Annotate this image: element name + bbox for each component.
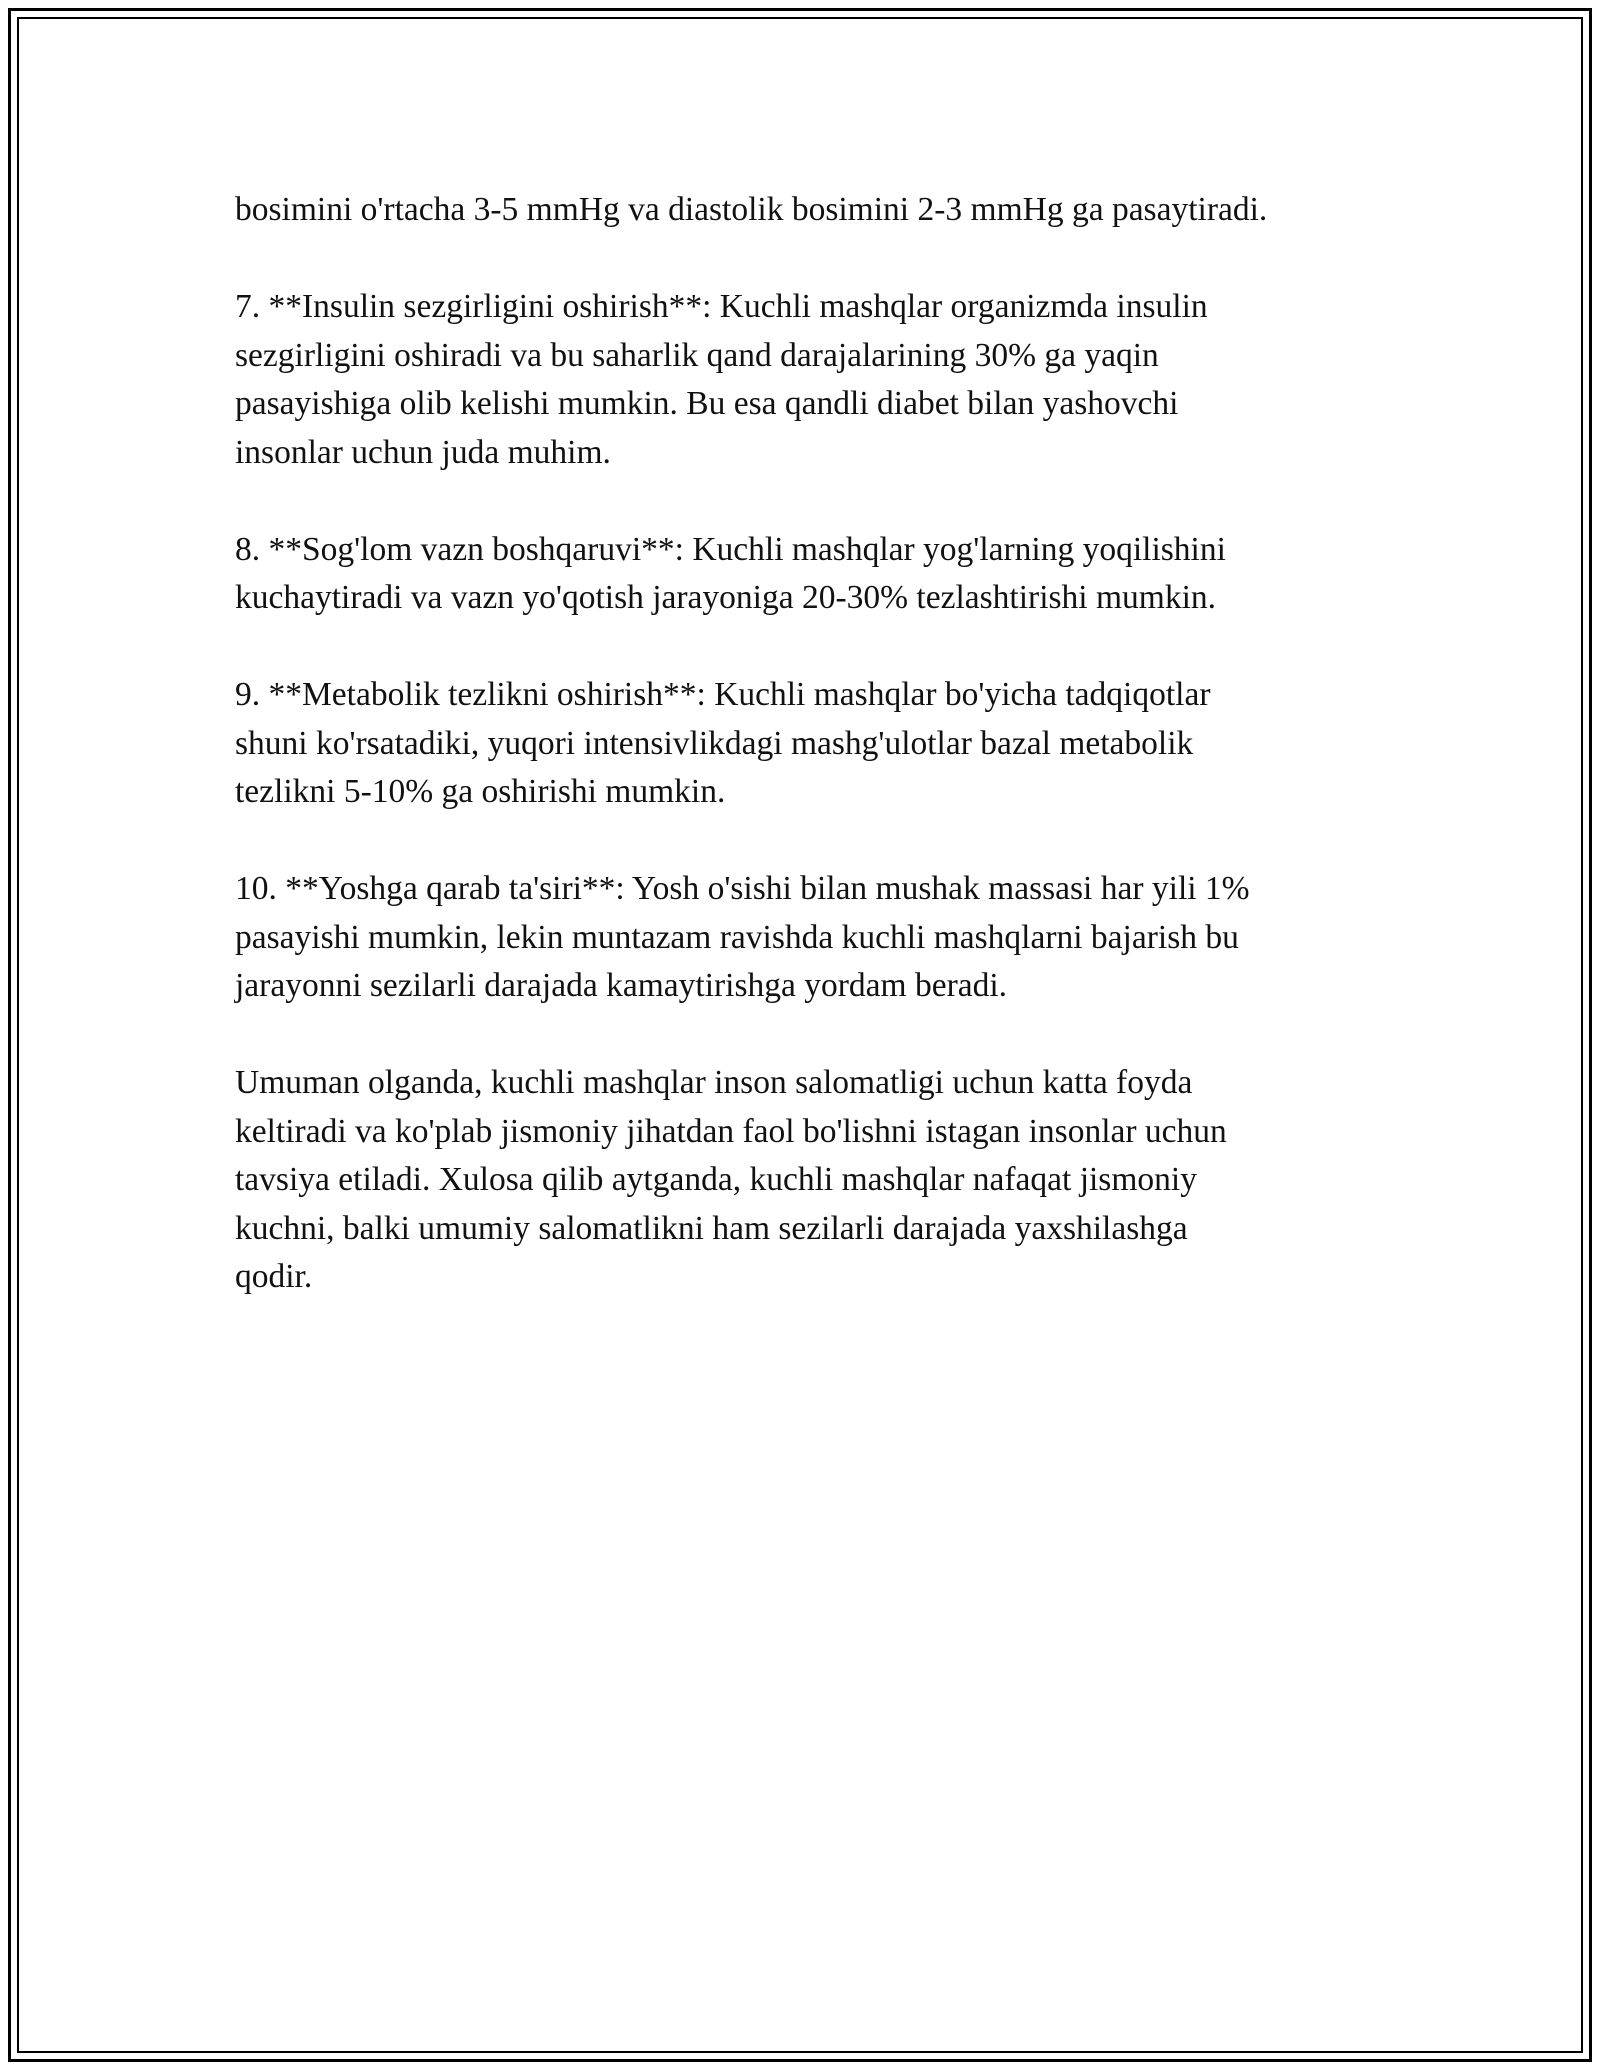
paragraph-insulin-sensitivity: 7. **Insulin sezgirligini oshirish**: Kuchli mashqlar organizmda insulin sezgirligini oshiradi va bu saharlik qand darajalarining 30% ga yaqin pasayishiga olib kelishi mumkin. Bu esa qandli diabet bilan yashovchi insonlar uchun juda muhim. [235, 288, 1208, 471]
paragraph-blood-pressure-end: bosimini o'rtacha 3-5 mmHg va diastolik bosimini 2-3 mmHg ga pasaytiradi. [235, 191, 1268, 228]
paragraph-weight-management: 8. **Sog'lom vazn boshqaruvi**: Kuchli mashqlar yog'larning yoqilishini kuchaytiradi va vazn yo'qotish jarayoniga 20-30% tezlashtirishi mumkin. [235, 530, 1226, 616]
paragraph-metabolic-rate: 9. **Metabolik tezlikni oshirish**: Kuchli mashqlar bo'yicha tadqiqotlar shuni ko'rsatadiki, yuqori intensivlikdagi mashg'ulotlar bazal metabolik tezlikni 5-10% ga oshirishi mumkin. [235, 676, 1211, 810]
document-body [235, 186, 1395, 1350]
paragraph-age-effect: 10. **Yoshga qarab ta'siri**: Yosh o'sishi bilan mushak massasi har yili 1% pasayishi mumkin, lekin muntazam ravishda kuchli mashqlarni bajarish bu jarayonni sezilarli darajada kamaytirishga yordam beradi. [235, 870, 1250, 1004]
paragraph-conclusion: Umuman olganda, kuchli mashqlar inson salomatligi uchun katta foyda keltiradi va ko'plab jismoniy jihatdan faol bo'lishni istagan insonlar uchun tavsiya etiladi. Xulosa qilib aytganda, kuchli mashqlar nafaqat jismoniy kuchni, balki umumiy salomatlikni ham sezilarli darajada yaxshilashga qodir. [235, 1064, 1227, 1295]
